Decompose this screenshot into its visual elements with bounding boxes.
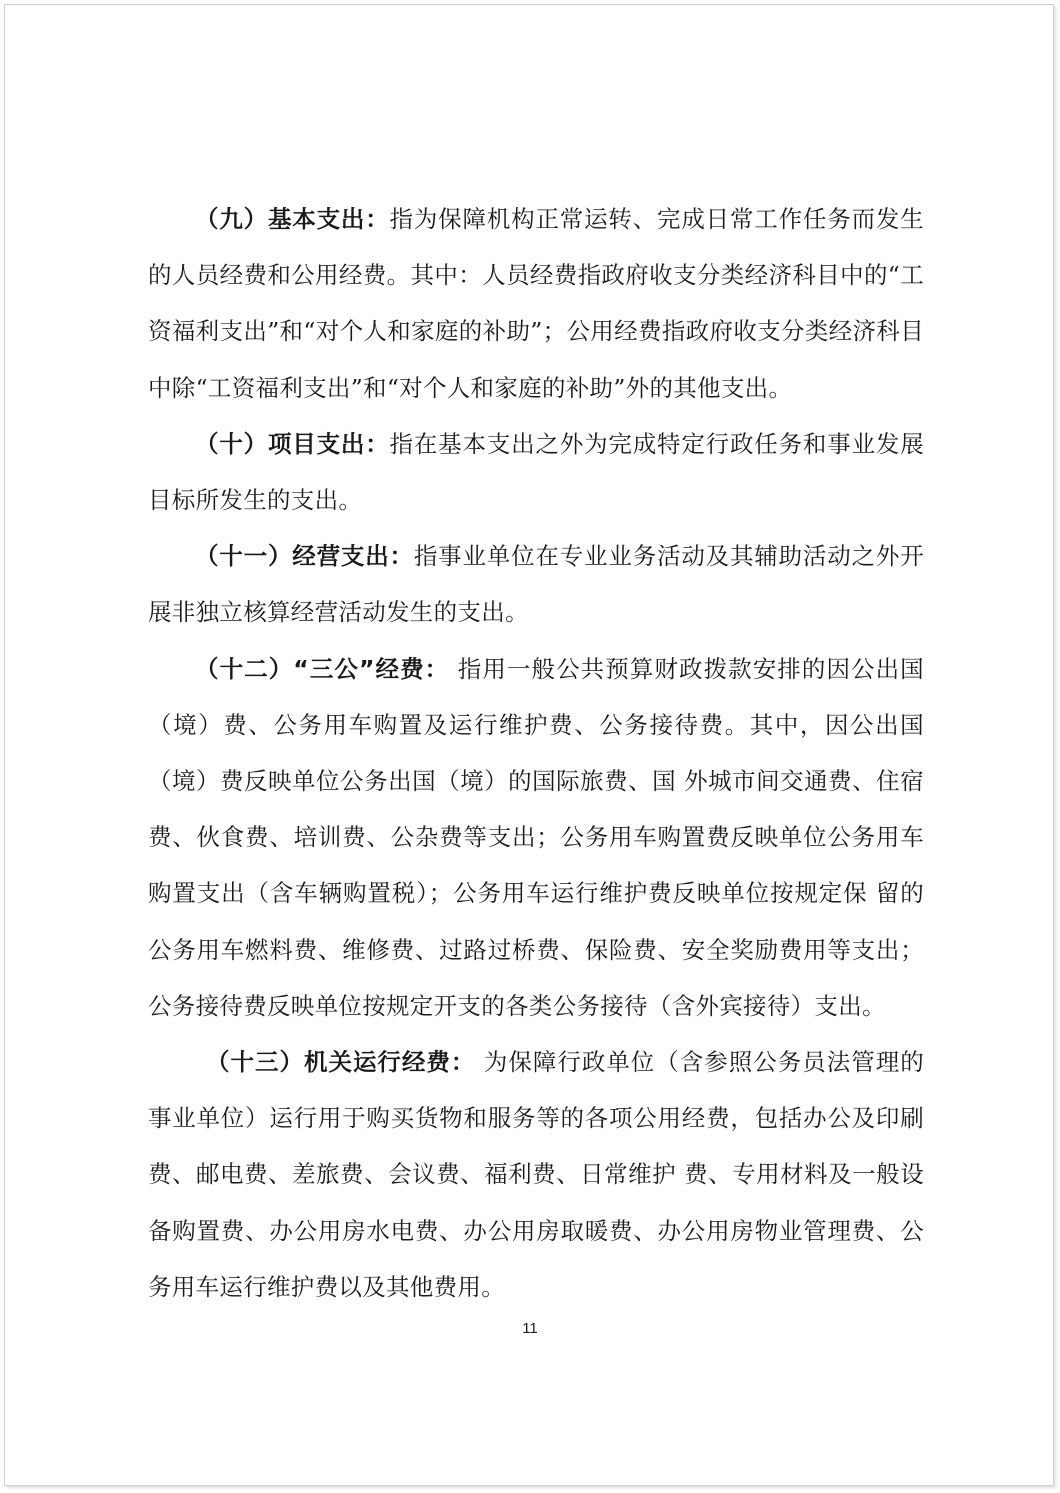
paragraph-heading: （十二）“三公”经费： — [195, 654, 450, 683]
paragraph-text: 指用一般公共预算财政拨款安排的因公出国（境）费、公务用车购置及运行维护费、公务接待费。其中，因公出国（境）费反映单位公务出国（境）的国际旅费、国 外城市间交通费、住宿费、伙食费、培训费、公杂费等支出；公务用车购置费反映单位公务用车购置支出（含车辆购置税）；公务用车运行维护费反映单位按规定保 留的公务用车燃料费、维修费、过路过桥费、保险费、安全奖励费用等支出；公务接待费反映单位按规定开支的各类公务接待（含外宾接待）支出。 — [148, 654, 924, 1020]
paragraph-heading: （十三）机关运行经费： — [206, 1048, 476, 1077]
paragraph-text: 为保障行政单位（含参照公务员法管理的事业单位）运行用于购买货物和服务等的各项公用经费，包括办公及印刷费、邮电费、差旅费、会议费、福利费、日常维护 费、专用材料及一般设备购置费、办公用房水电费、办公用房取暖费、办公用房物业管理费、公务用车运行维护费以及其他费用。 — [148, 1048, 924, 1301]
document-body — [148, 191, 924, 1315]
paragraph-text: 指在基本支出之外为完成特定行政任务和事业发展目标所发生的支出。 — [148, 429, 924, 515]
page-number: 11 — [522, 1320, 538, 1337]
paragraph-heading: （九）基本支出： — [195, 205, 390, 233]
paragraph-operating-expenditure — [148, 528, 924, 640]
paragraph-agency-operating-funds — [148, 1034, 924, 1315]
paragraph-three-public-expenses — [148, 641, 924, 1034]
paragraph-basic-expenditure — [148, 191, 924, 416]
paragraph-heading: （十）项目支出： — [195, 429, 390, 458]
paragraph-text: 指事业单位在专业业务活动及其辅助活动之外开展非独立核算经营活动发生的支出。 — [148, 542, 924, 627]
paragraph-text: 指为保障机构正常运转、完成日常工作任务而发生的人员经费和公用经费。其中：人员经费指政府收支分类经济科目中的“工资福利支出”和“对个人和家庭的补助”；公用经费指政府收支分类经济科目中除“工资福利支出”和“对个人和家庭的补助”外的其他支出。 — [148, 205, 924, 402]
paragraph-project-expenditure — [148, 416, 924, 528]
paragraph-heading: （十一）经营支出： — [195, 542, 414, 571]
